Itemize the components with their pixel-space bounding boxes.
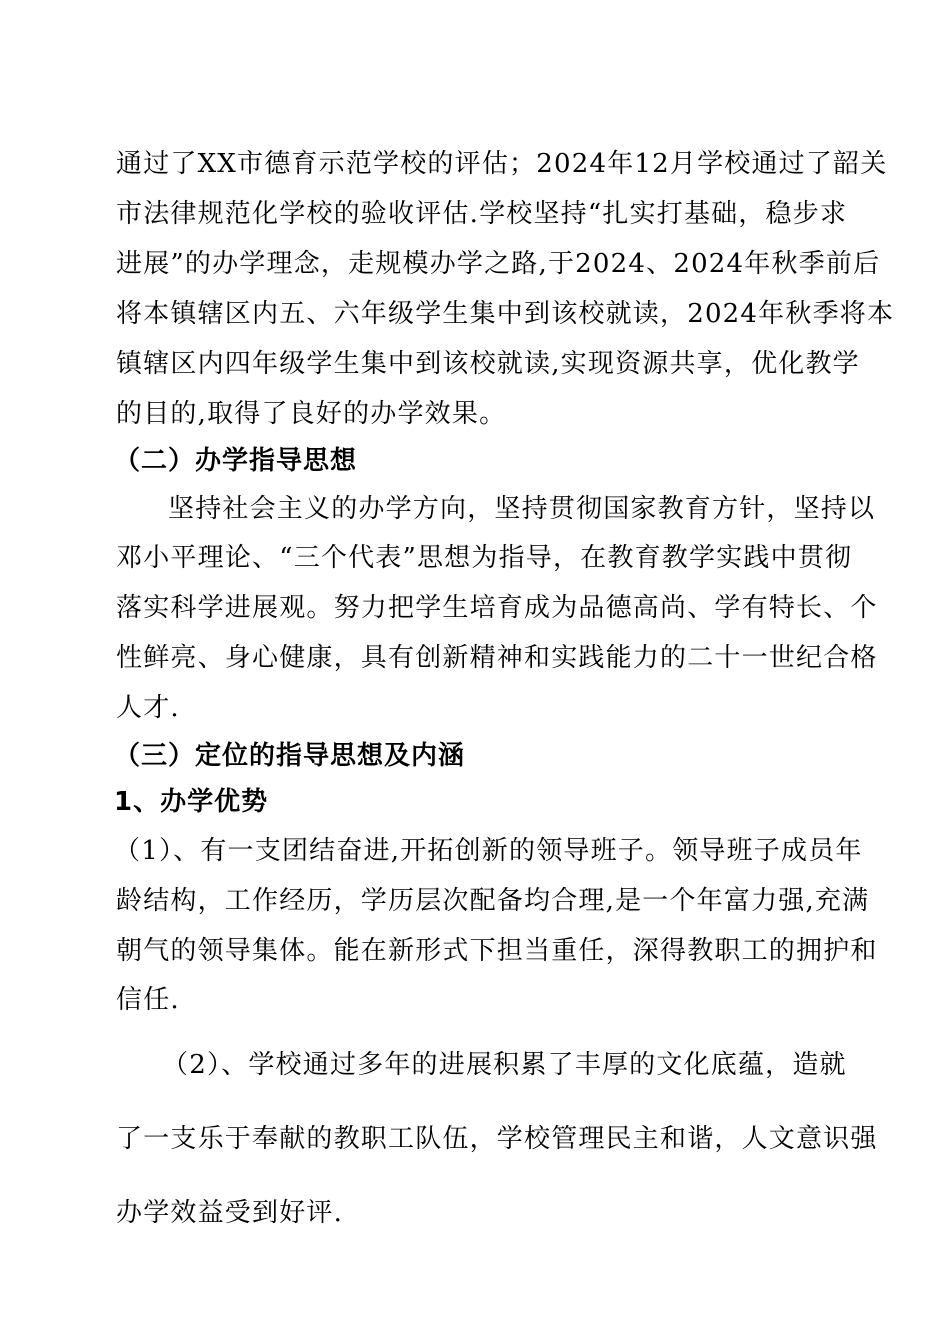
- paragraph-line: 人才.: [116, 693, 180, 723]
- paragraph-line: 邓小平理论、“三个代表”思想为指导，在教育教学实践中贯彻: [116, 543, 853, 573]
- paragraph-line: 朝气的领导集体。能在新形式下担当重任，深得教职工的拥护和: [116, 936, 878, 966]
- paragraph-line: 落实科学进展观。努力把学生培育成为品德高尚、学有特长、个: [116, 593, 878, 623]
- paragraph-line: （2）、学校通过多年的进展积累了丰厚的文化底蕴，造就: [162, 1050, 847, 1080]
- paragraph-line: 市法律规范化学校的验收评估.学校坚持“扎实打基础，稳步求: [116, 199, 848, 229]
- paragraph-line: 镇辖区内四年级学生集中到该校就读,实现资源共享，优化教学: [116, 349, 860, 379]
- section-heading: （二）办学指导思想: [114, 446, 358, 476]
- paragraph-line: 坚持社会主义的办学方向，坚持贯彻国家教育方针，坚持以: [168, 494, 876, 524]
- paragraph-line: 龄结构，工作经历，学历层次配备均合理,是一个年富力强,充满: [116, 886, 870, 916]
- paragraph-line: （1）、有一支团结奋进,开拓创新的领导班子。领导班子成员年: [114, 836, 863, 866]
- paragraph-line: 将本镇辖区内五、六年级学生集中到该校就读，2024年秋季将本: [116, 299, 895, 329]
- paragraph-line: 了一支乐于奉献的教职工队伍，学校管理民主和谐，人文意识强: [116, 1124, 878, 1154]
- paragraph-line: 的目的,取得了良好的办学效果。: [116, 399, 507, 429]
- paragraph-line: 进展”的办学理念，走规模办学之路,于2024、2024年秋季前后: [116, 249, 881, 279]
- paragraph-line: 信任.: [116, 985, 180, 1015]
- section-heading: （三）定位的指导思想及内涵: [114, 741, 466, 771]
- paragraph-line: 性鲜亮、身心健康，具有创新精神和实践能力的二十一世纪合格: [116, 643, 878, 673]
- paragraph-line: 通过了XX市德育示范学校的评估；2024年12月学校通过了韶关: [116, 149, 888, 179]
- subsection-heading: 1、办学优势: [114, 787, 269, 817]
- paragraph-line: 办学效益受到好评.: [116, 1198, 344, 1228]
